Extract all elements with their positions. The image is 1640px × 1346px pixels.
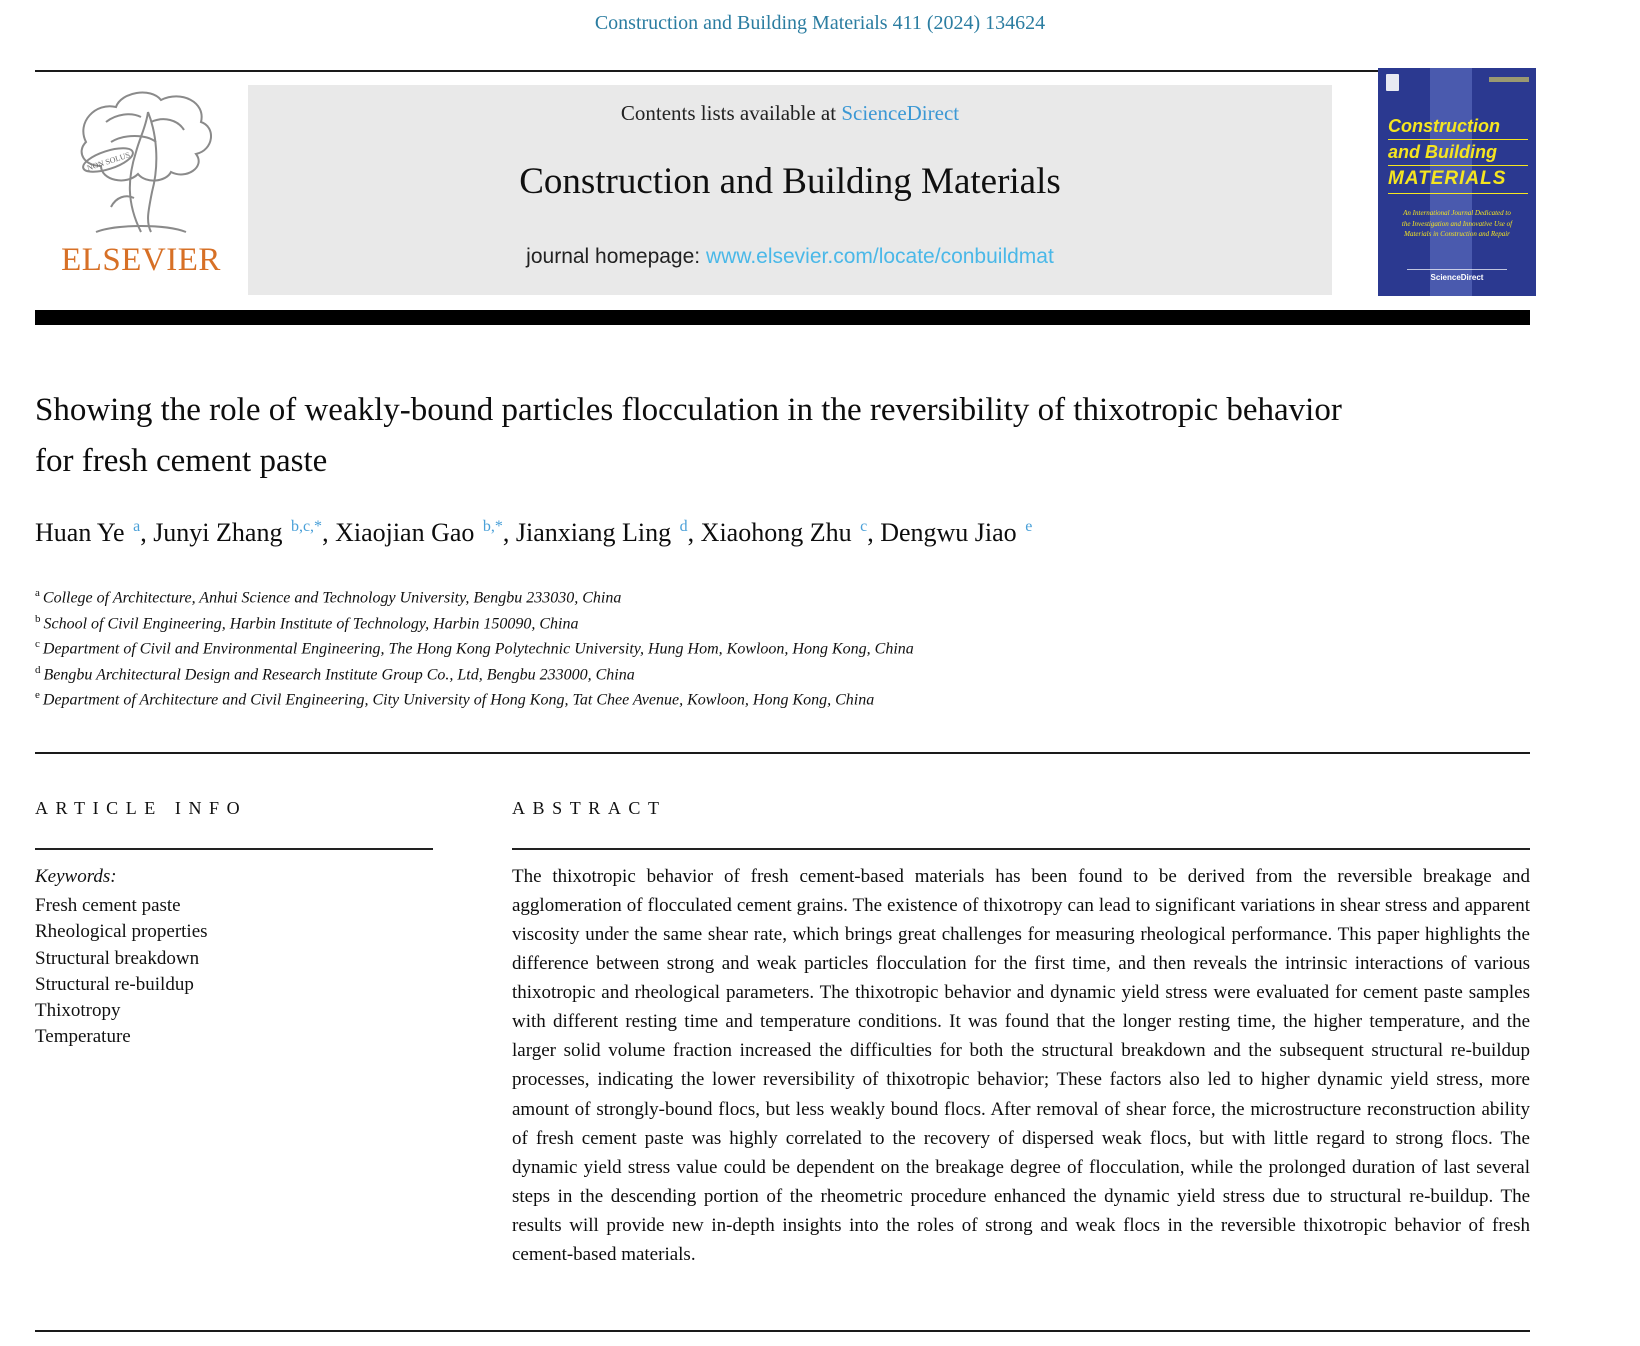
abstract-heading: ABSTRACT <box>512 798 667 818</box>
affiliation-superscript: d <box>35 663 41 676</box>
article-info-rule <box>35 848 433 850</box>
author-superscript: b,* <box>482 518 503 536</box>
author-superscript: a <box>133 518 141 536</box>
author-name: Xiaohong Zhu <box>700 518 852 547</box>
page-bottom-rule <box>35 1330 1530 1332</box>
elsevier-tree-icon <box>56 82 226 240</box>
header-top-rule <box>35 70 1530 72</box>
journal-cover-image <box>1378 68 1536 296</box>
homepage-label: journal homepage: <box>526 245 701 268</box>
contents-line <box>248 101 1332 126</box>
author-superscript: d <box>679 518 688 536</box>
keyword-item: Structural breakdown <box>35 947 200 969</box>
cover-issn-text <box>1489 77 1529 82</box>
contents-text: Contents lists available at <box>620 101 837 125</box>
abstract-text: The thixotropic behavior of fresh cement-based materials has been found to be derived from the reversible breakage and agglomeration of flocculated cement grains. The existence of thixotropy can lead to significant variations in shear stress and apparent viscosity under the same shear rate, which brings great challenges for measuring rheological performance. This paper highlights the difference between strong and weak particles flocculation for the first time, and then reveals the intrinsic interactions of various thixotropic and rheological parameters. The thixotropic behavior and dynamic yield stress were evaluated for cement paste samples with different resting time and temperature conditions. It was found that the longer resting time, the higher temperature, and the larger solid volume fraction increased the difficulties for both the structural breakdown and the subsequent structural re-buildup processes, indicating the lower reversibility of thixotropic behavior; These factors also led to higher dynamic yield stress, more amount of strongly-bound flocs, but less weakly bound flocs. After removal of shear force, the microstructure reconstruction ability of fresh cement paste was highly correlated to the recovery of dispersed weak flocs, but with little regard to strong flocs. The dynamic yield stress value could be dependent on the breakage degree of flocculation, while the prolonged duration of last several steps in the descending portion of the rheometric procedure enhanced the dynamic yield stress due to structural re-buildup. The results will provide new in-depth insights into the roles of strong and weak flocs in the reversible thixotropic behavior of fresh cement-based materials. <box>512 866 1530 1265</box>
cover-elsevier-mark-icon <box>1386 74 1399 91</box>
author-list: Huan Ye $^a$, Junyi Zhang $^{b,c,*}$, Xiaojian Gao $^{b,*}$, Jianxiang Ling $^d$, Xiaohong Zhu $^c$, Dengwu Jiao $^e$ <box>35 518 1033 547</box>
author-superscript: e <box>1025 518 1033 536</box>
affiliation-item: $^d$ Bengbu Architectural Design and Research Institute Group Co., Ltd, Bengbu 233000, China <box>35 663 635 684</box>
author-name: Jianxiang Ling <box>515 518 672 547</box>
abstract-rule <box>512 848 1530 850</box>
journal-citation-link[interactable]: Construction and Building Materials 411 (2024) 134624 <box>594 12 1046 34</box>
cover-subtitle: An International Journal Dedicated to the Investigation and Innovative Use of Materials in Construction and Repair <box>1401 209 1513 238</box>
author-name: Junyi Zhang <box>153 518 283 547</box>
affiliation-item: $^e$ Department of Architecture and Civil Engineering, City University of Hong Kong, Tat Chee Avenue, Kowloon, Hong Kong, China <box>35 689 875 709</box>
affiliation-item: $^b$ School of Civil Engineering, Harbin Institute of Technology, Harbin 150090, China <box>35 612 579 632</box>
affiliation-item: $^c$ Department of Civil and Environmental Engineering, The Hong Kong Polytechnic University, Hung Hom, Kowloon, Hong Kong, China <box>35 638 914 658</box>
keywords-label: Keywords: <box>35 866 117 887</box>
keyword-item: Temperature <box>35 1026 131 1048</box>
section-top-rule <box>35 752 1530 754</box>
keyword-item: Structural re-buildup <box>35 973 194 995</box>
cover-sciencedirect-mark: ScienceDirect <box>1407 269 1507 282</box>
sciencedirect-link[interactable]: ScienceDirect <box>841 101 960 125</box>
journal-banner <box>248 85 1332 295</box>
affiliation-superscript: c <box>35 638 40 651</box>
elsevier-logo <box>35 82 247 294</box>
article-title: Showing the role of weakly-bound particles flocculation in the reversibility of thixotropic behavior for fresh cement paste <box>35 392 1342 480</box>
affiliation-superscript: a <box>35 587 40 599</box>
elsevier-motto: NON SOLUS <box>85 150 132 173</box>
homepage-line <box>248 245 1332 269</box>
homepage-url-link[interactable]: www.elsevier.com/locate/conbuildmat <box>705 245 1054 268</box>
keyword-item: Thixotropy <box>35 1000 121 1022</box>
cover-title-line3: MATERIALS <box>1388 168 1528 194</box>
author-name: Huan Ye <box>35 518 125 547</box>
author-superscript: b,c,* <box>290 518 323 536</box>
author-name: Dengwu Jiao <box>880 518 1017 547</box>
header-separator-bar <box>35 310 1530 325</box>
affiliation-list <box>35 585 1495 713</box>
author-superscript: c <box>860 518 868 536</box>
cover-title <box>1388 116 1528 194</box>
keyword-item: Fresh cement paste <box>35 895 181 917</box>
keywords-block <box>35 864 465 1051</box>
keywords-list <box>35 893 465 1050</box>
affiliation-superscript: b <box>35 612 41 625</box>
article-info-heading: ARTICLE INFO <box>35 798 248 818</box>
author-name: Xiaojian Gao <box>335 518 475 547</box>
cover-title-line1: Construction <box>1388 116 1528 140</box>
affiliation-item: $^a$ College of Architecture, Anhui Science and Technology University, Bengbu 233030, China <box>35 587 622 607</box>
keyword-item: Rheological properties <box>35 921 208 943</box>
elsevier-wordmark: ELSEVIER <box>61 242 221 278</box>
affiliation-superscript: e <box>35 689 40 702</box>
cover-title-line2: and Building <box>1388 142 1528 166</box>
journal-title: Construction and Building Materials <box>519 161 1061 202</box>
